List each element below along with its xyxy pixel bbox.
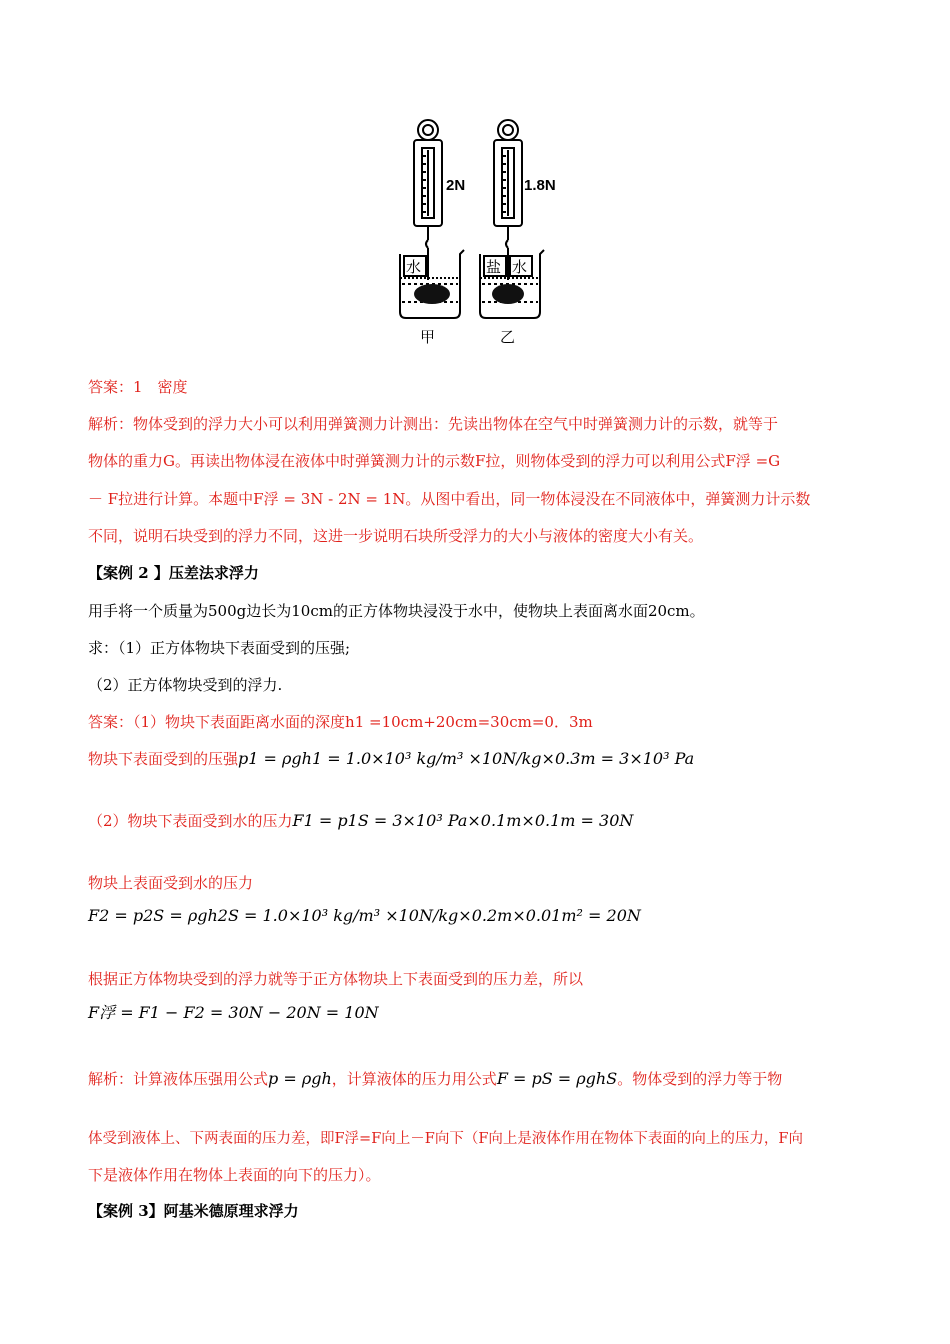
case-2-ask-2: （2）正方体物块受到的浮力. (88, 676, 283, 694)
force-formula: F1 = p1S = 3×10³ Pa×0.1m×0.1m = 30N (292, 811, 634, 830)
case-2-answer-depth: 答案：（1）物块下表面距离水面的深度h1 =10cm+20cm=30cm=0．3m (88, 713, 593, 731)
analysis-part-b: ，计算液体的压力用公式 (331, 1070, 497, 1088)
analysis-formula-2: F = pS = ρghS (496, 1069, 618, 1088)
right-stone (492, 284, 524, 304)
left-stone (414, 284, 450, 304)
right-caption: 乙 (500, 328, 516, 346)
case-2-problem: 用手将一个质量为500g边长为10cm的正方体物块浸没于水中，使物块上表面离水面20cm。 (88, 602, 705, 620)
case-2-analysis-line-2: 体受到液体上、下两表面的压力差，即F浮=F向上－F向下（F向上是液体作用在物体下表面的向上的压力，F向 (88, 1131, 803, 1147)
case-2-top-force-label: 物块上表面受到水的压力 (88, 874, 254, 892)
case-2-force-row (88, 810, 633, 832)
spring-scale-figure (390, 112, 570, 350)
analysis-formula-1: p = ρgh (268, 1069, 332, 1088)
case-2-ask-1: 求：（1）正方体物块下表面受到的压强; (88, 639, 351, 657)
case-2-conclusion: 根据正方体物块受到的浮力就等于正方体物块上下表面受到的压力差，所以 (88, 970, 584, 988)
force-label: （2）物块下表面受到水的压力 (88, 812, 293, 830)
left-reading: 2N (446, 177, 466, 194)
case-2-analysis-row (88, 1068, 782, 1090)
analysis-part-c: 。物体受到的浮力等于物 (617, 1070, 783, 1088)
right-liquid-label-1: 盐 (486, 258, 502, 276)
pressure-label: 物块下表面受到的压强 (88, 750, 239, 768)
case-2-analysis-line-3: 下是液体作用在物体上表面的向下的压力）。 (88, 1166, 381, 1184)
case-2-top-force-formula: F2 = p2S = ρgh2S = 1.0×10³ kg/m³ ×10N/kg×0.2m×0.01m² = 20N (88, 906, 641, 925)
analysis-1-line-3: － F拉进行计算。本题中F浮 = 3N - 2N = 1N。从图中看出，同一物体浸没在不同液体中，弹簧测力计示数 (88, 490, 811, 508)
left-liquid-label: 水 (406, 258, 422, 276)
pressure-formula: p1 = ρgh1 = 1.0×10³ kg/m³ ×10N/kg×0.3m = 3×10³ Pa (238, 749, 695, 768)
case-2-pressure-row (88, 748, 694, 770)
analysis-part-a: 解析：计算液体压强用公式 (88, 1070, 269, 1088)
right-liquid-label-2: 水 (512, 258, 528, 276)
left-caption: 甲 (420, 328, 436, 346)
case-3-heading: 【案例 3】阿基米德原理求浮力 (88, 1202, 299, 1220)
analysis-1-line-4: 不同，说明石块受到的浮力不同，这进一步说明石块所受浮力的大小与液体的密度大小有关。 (88, 527, 704, 545)
analysis-1-line-1: 解析：物体受到的浮力大小可以利用弹簧测力计测出：先读出物体在空气中时弹簧测力计的示数，就等于 (88, 415, 779, 433)
analysis-1-line-2: 物体的重力G。再读出物体浸在液体中时弹簧测力计的示数F拉，则物体受到的浮力可以利用公式F浮 =G (88, 452, 781, 470)
answer-1: 答案：1 密度 (88, 378, 188, 396)
case-2-heading: 【案例 2 】压差法求浮力 (88, 564, 259, 582)
right-reading: 1.8N (524, 177, 556, 194)
case-2-buoyancy-formula: F浮 = F1 − F2 = 30N − 20N = 10N (88, 1003, 379, 1022)
